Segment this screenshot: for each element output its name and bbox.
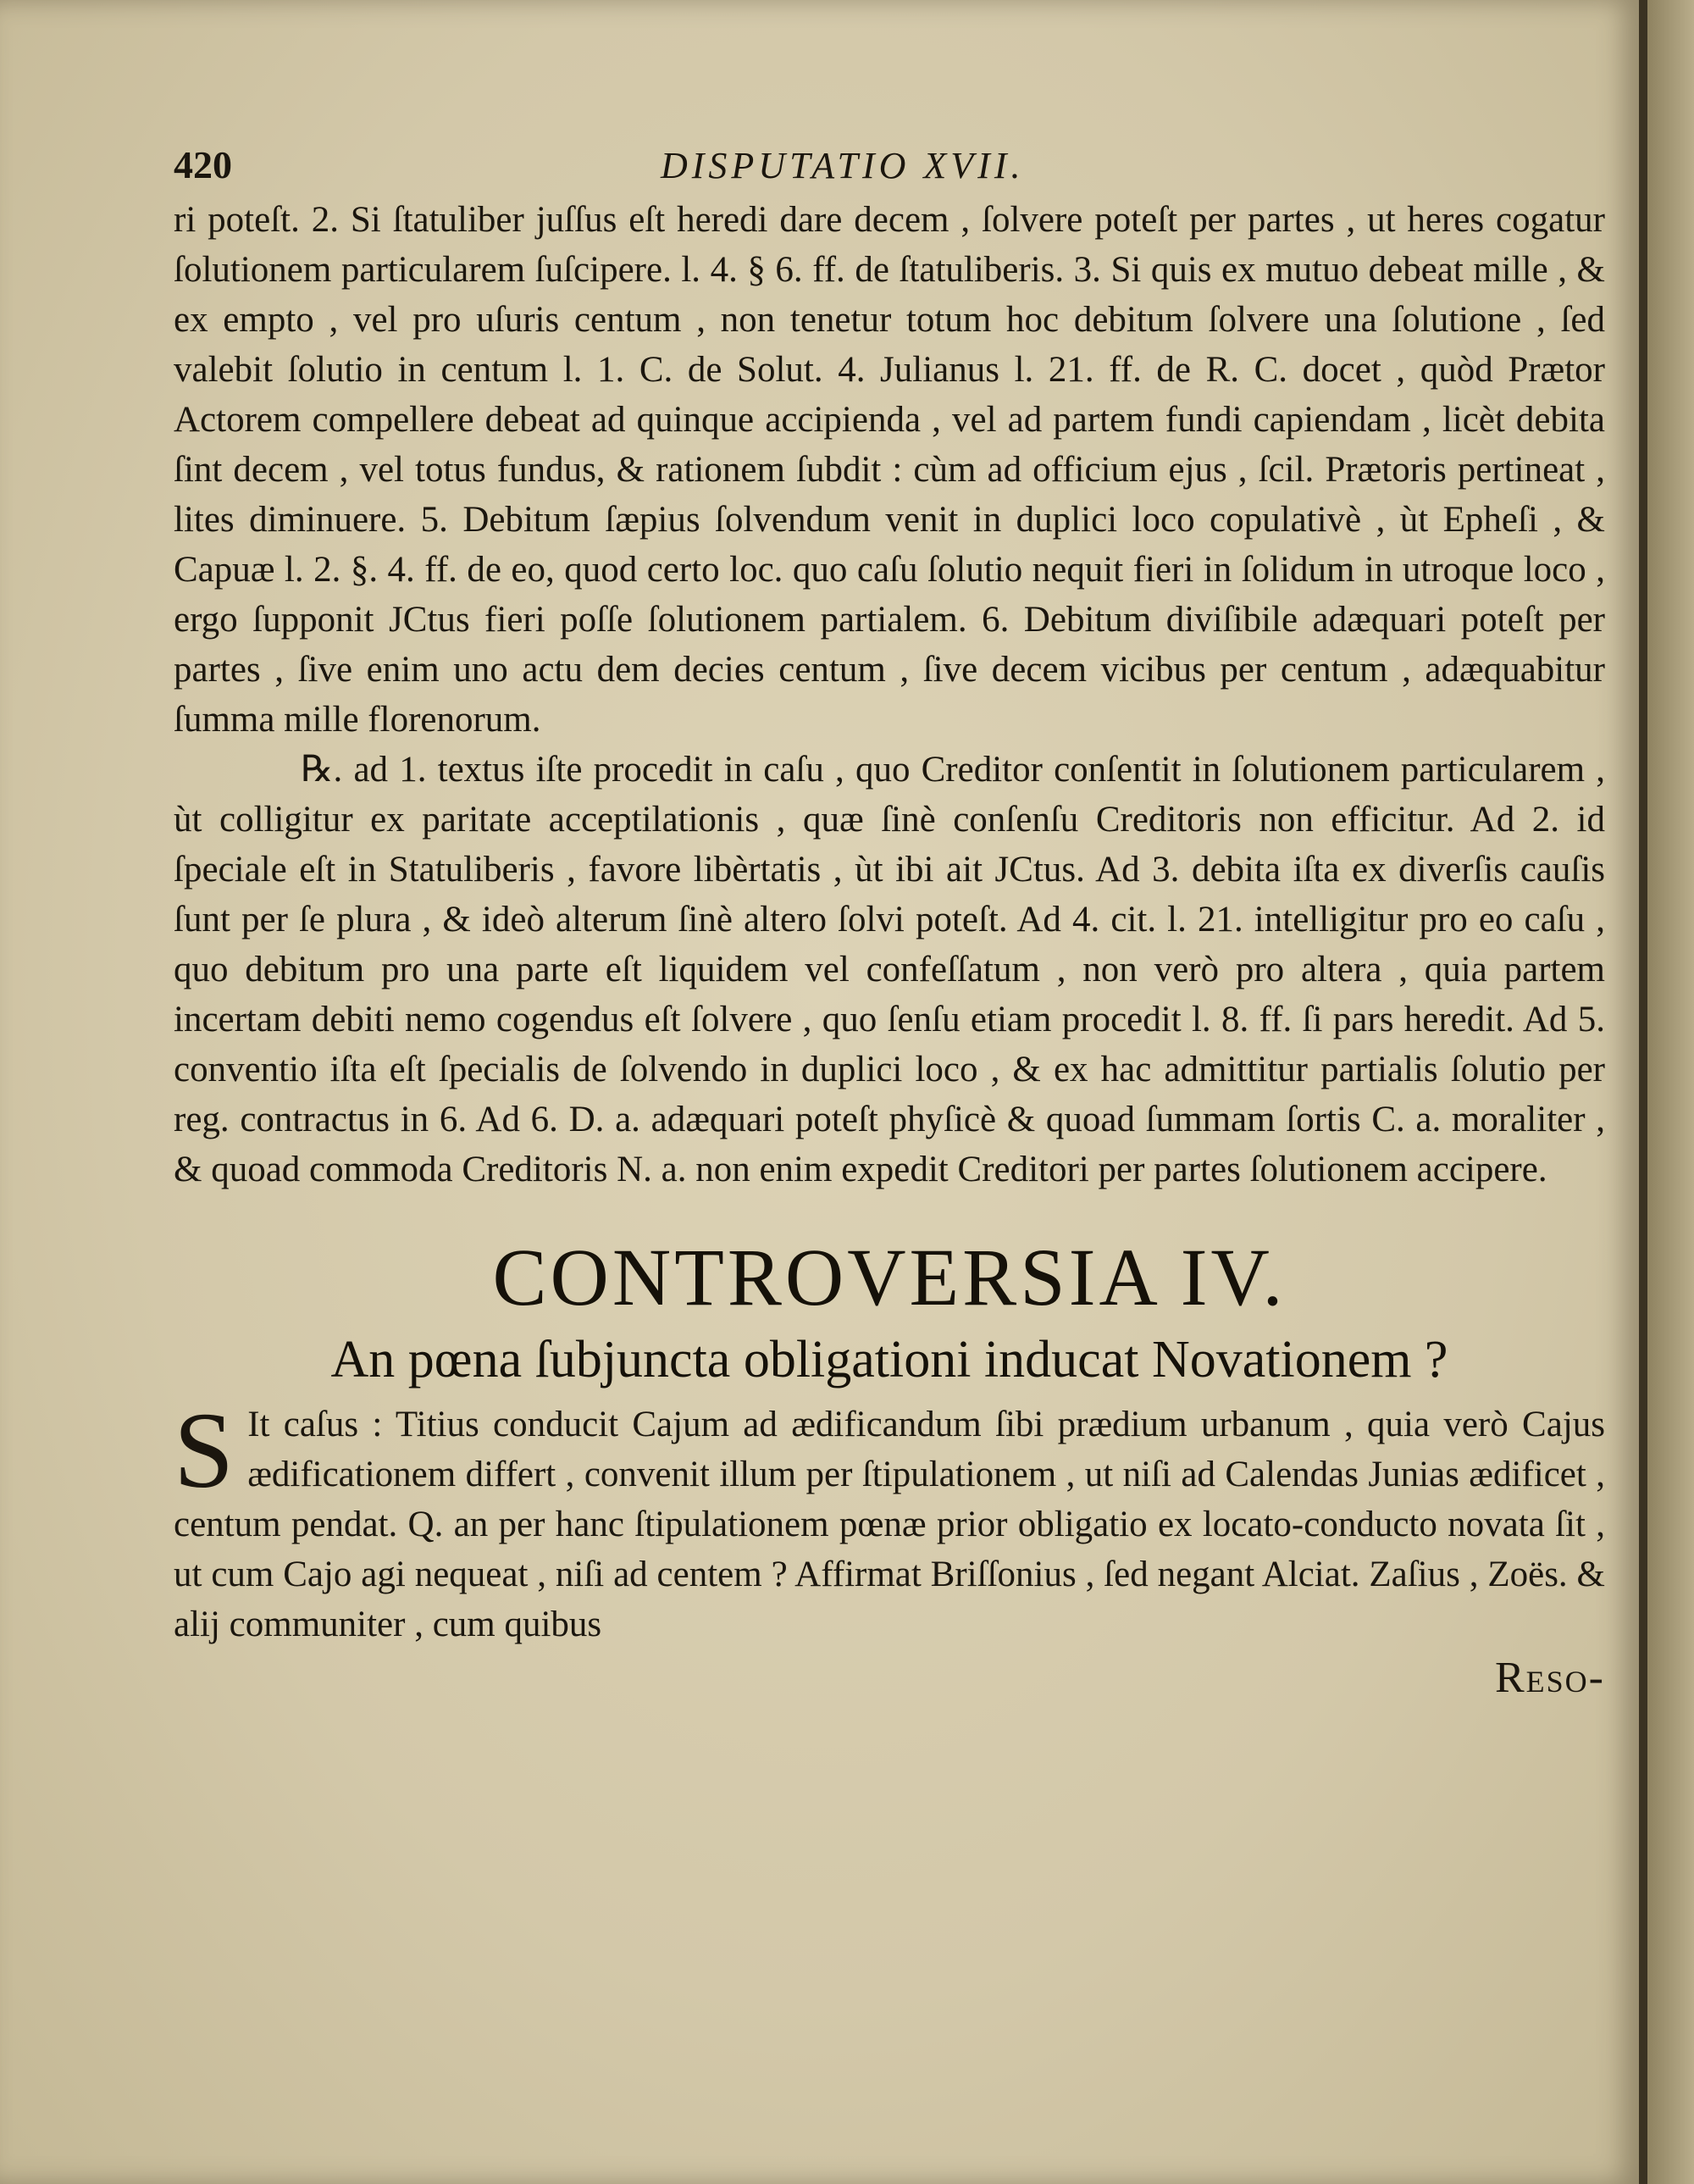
case-paragraph [174,1390,1605,1649]
case-text: It caſus : Titius conducit Cajum ad ædificandum ſibi prædium urbanum , quia verò Cajus ædificationem differt , convenit illum per ſtipulationem , ut niſi ad Calendas Junias ædificet , centum pendat. Q. an per hanc ſtipulationem pœnæ prior obligatio ex locato-conducto novata ſit , ut cum Cajo agi nequeat , niſi ad centem ? Affirmat Briſſonius , ſed negant Alciat. Zaſius , Zoës. & alij communiter , cum quibus [174,1405,1605,1644]
page-number: 420 [174,143,232,186]
section-subheading: An pœna ſubjuncta obligationi inducat Novationem ? [330,1331,1448,1389]
catchword: Reso- [1494,1654,1605,1702]
paragraph-arguments: ri poteſt. 2. Si ſtatuliber juſſus eſt heredi dare decem , ſolvere poteſt per partes , ut heres cogatur ſolutionem particularem ſuſcipere. l. 4. § 6. ff. de ſtatuliberis. 3. Si quis ex mutuo debeat mille , & ex empto , vel pro uſuris centum , non tenetur totum hoc debitum ſolvere una ſolutione , ſed valebit ſolutio in centum l. 1. C. de Solut. 4. Julianus l. 21. ff. de R. C. docet , quòd Prætor Actorem compellere debeat ad quinque accipienda , vel ad partem fundi capiendam , licèt debita ſint decem , vel totus fundus, & rationem ſubdit : cùm ad officium ejus , ſcil. Prætoris pertineat , lites diminuere. 5. Debitum ſæpius ſolvendum venit in duplici loco copulativè , ùt Epheſi , & Capuæ l. 2. §. 4. ff. de eo, quod certo loc. quo caſu ſolutio nequit fieri in ſolidum in utroque loco , ergo ſupponit JCtus fieri poſſe ſolutionem partialem. 6. Debitum diviſibile adæquari poteſt per partes , ſive enim uno actu dem decies centum , ſive decem vicibus per centum , adæquabitur ſumma mille florenorum. [174,200,1605,740]
paragraph-responses: ℞. ad 1. textus iſte procedit in caſu , quo Creditor conſentit in ſolutionem particularem , ùt colligitur ex paritate acceptilationis , quæ ſinè conſenſu Creditoris non efficitur. Ad 2. id ſpeciale eſt in Statuliberis , favore libèrtatis , ùt ibi ait JCtus. Ad 3. debita iſta ex diverſis cauſis ſunt per ſe plura , & ideò alterum ſinè altero ſolvi poteſt. Ad 4. cit. l. 21. intelligitur pro eo caſu , quo debitum pro una parte eſt liquidem vel confeſſatum , non verò pro altera , quia partem incertam debiti nemo cogendus eſt ſolvere , quo ſenſu etiam procedit l. 8. ff. ſi pars heredit. Ad 5. conventio iſta eſt ſpecialis de ſolvendo in duplici loco , & ex hac admittitur partialis ſolutio per reg. contractus in 6. Ad 6. D. a. adæquari poteſt phyſicè & quoad ſummam ſortis C. a. moraliter , & quoad commoda Creditoris N. a. non enim expedit Creditori per partes ſolutionem accipere. [174,750,1605,1189]
running-head [174,136,1605,195]
running-title: DISPUTATIO XVII. [661,145,1025,186]
facing-page-edge [1647,0,1694,2184]
binding-gutter [1639,0,1647,2184]
body-text [174,195,1605,1195]
text-block [174,136,1605,1703]
drop-cap: S [174,1390,235,1511]
section-heading: CONTROVERSIA IV. [492,1232,1287,1322]
